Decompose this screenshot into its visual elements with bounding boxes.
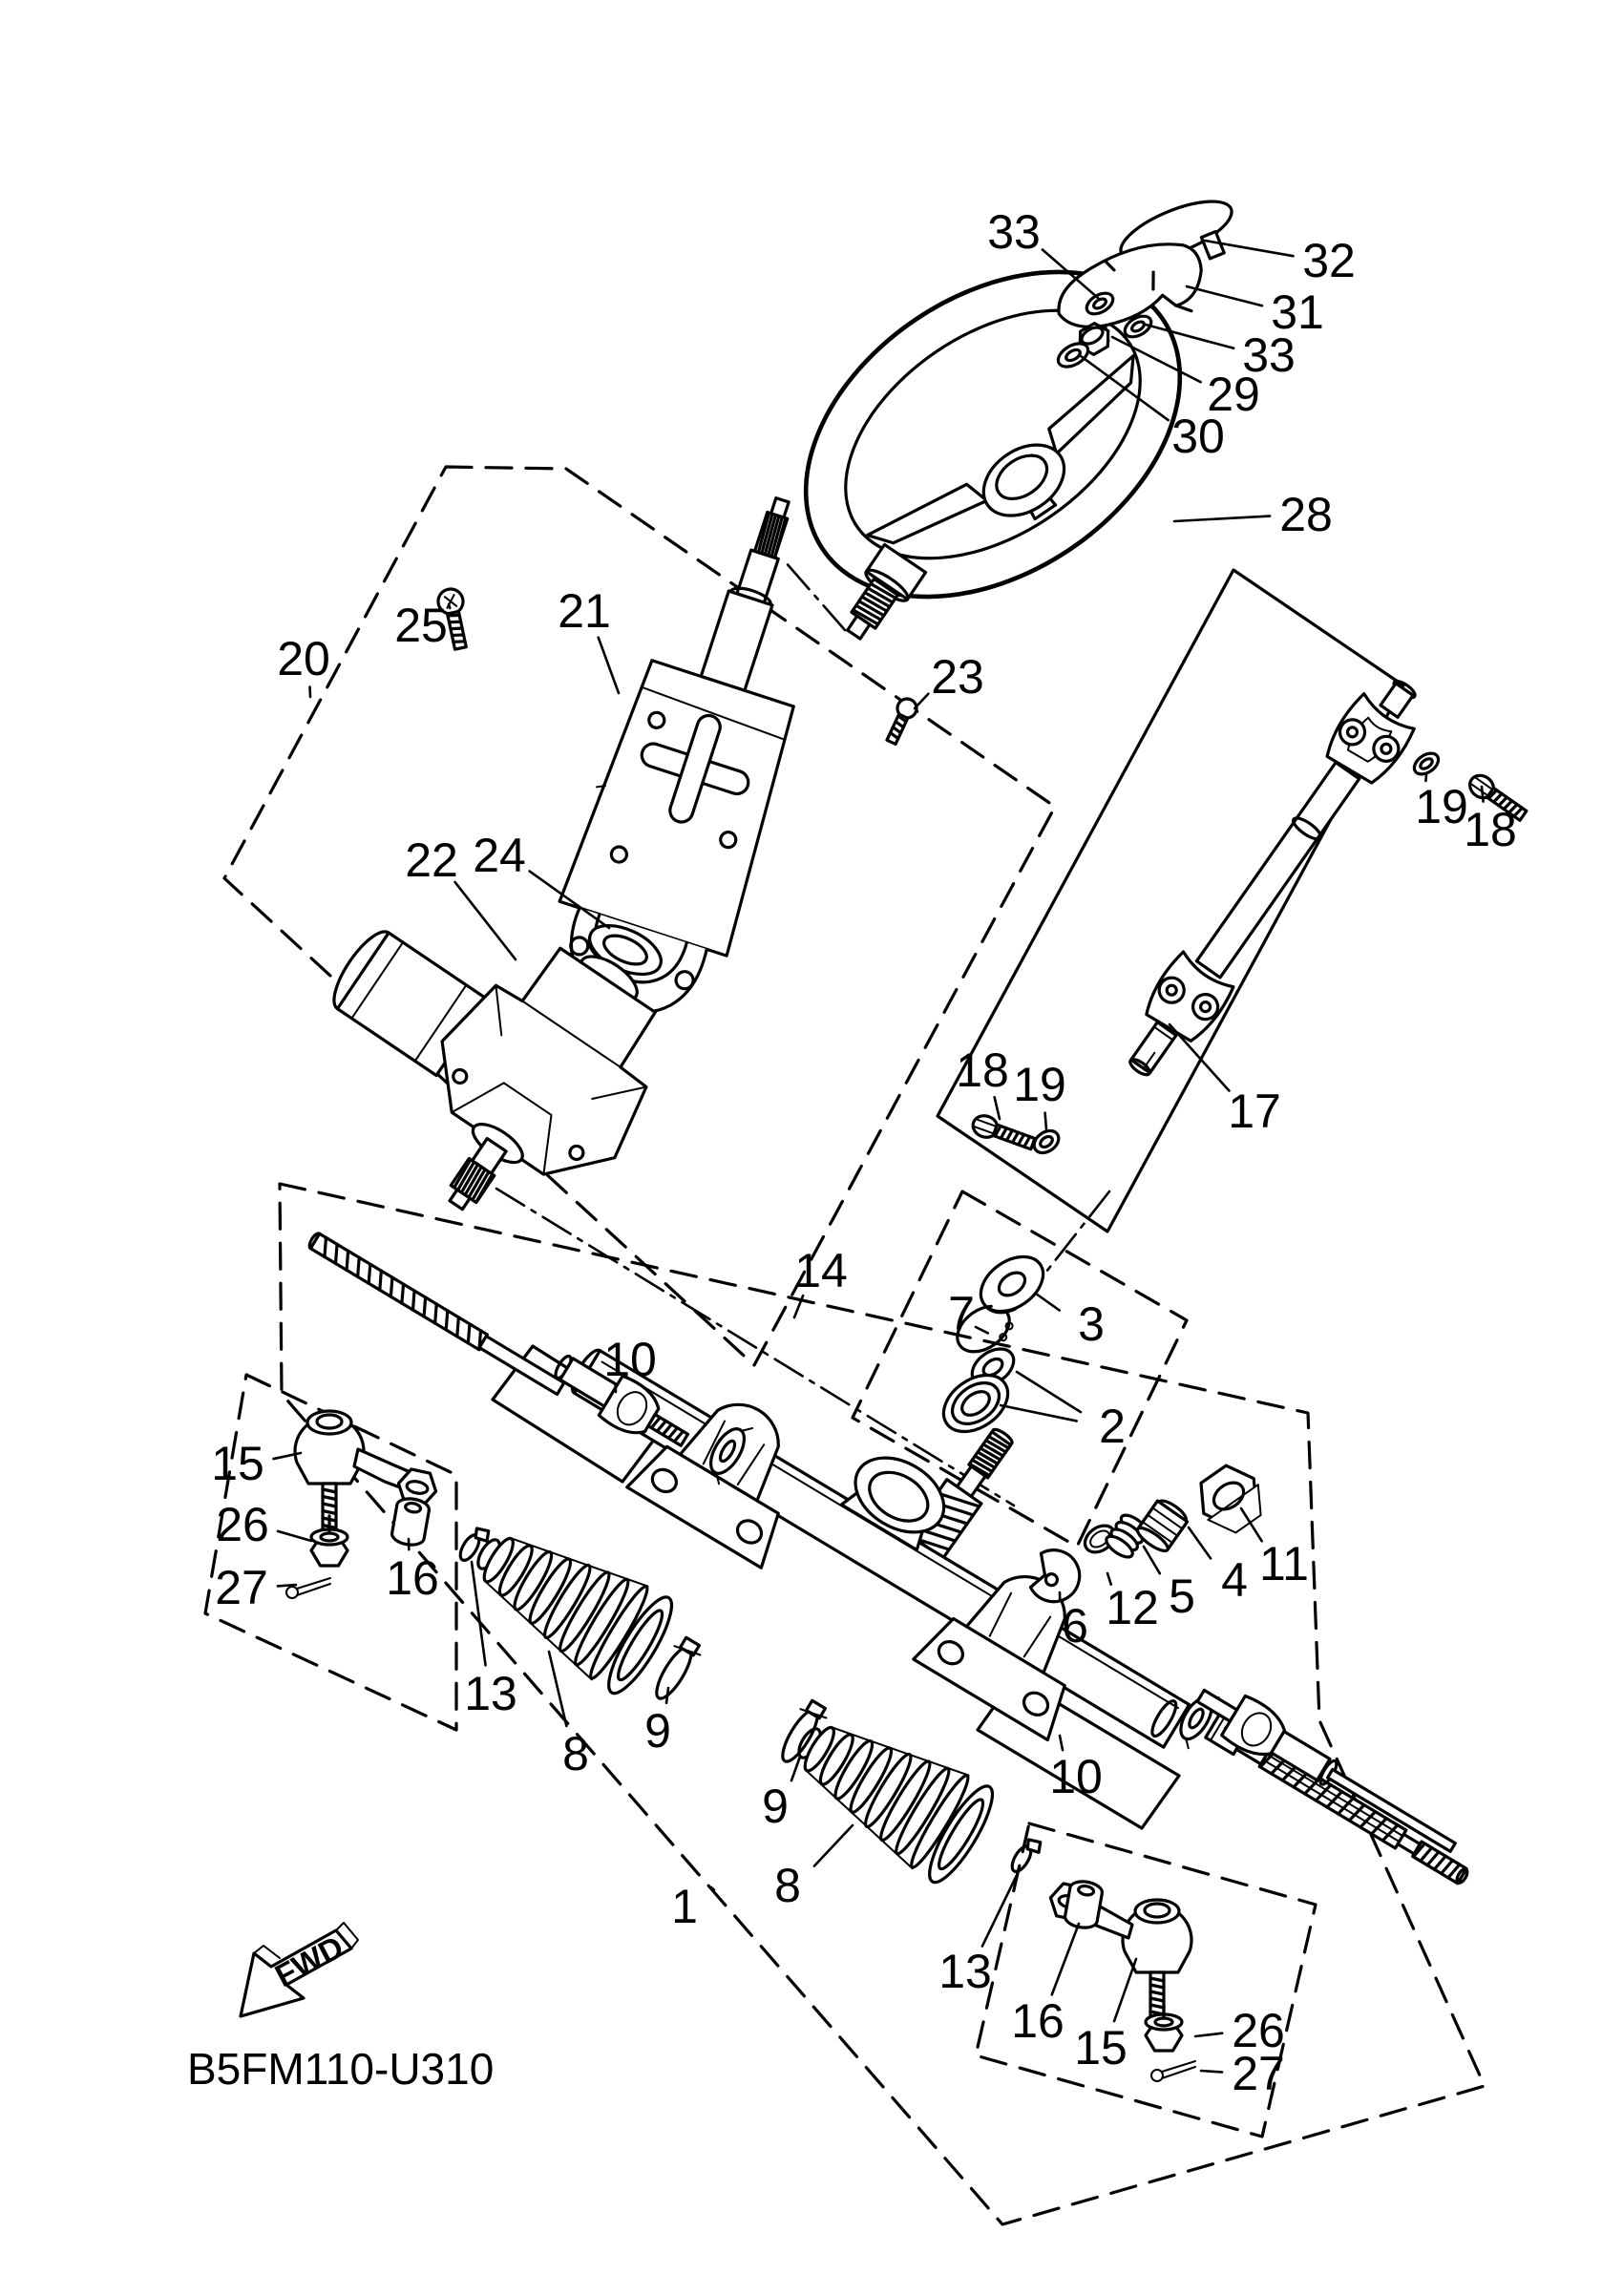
callout-label-4: 4: [1221, 1553, 1248, 1607]
callout-leader-23: [915, 694, 928, 708]
callout-label-30: 30: [1171, 410, 1225, 463]
callout-leader-13: [982, 1873, 1018, 1947]
callout-label-5: 5: [1169, 1569, 1195, 1623]
bolt-18-lower: [970, 1112, 1037, 1153]
callout-leader-2: [1001, 1405, 1077, 1421]
callout-label-1: 1: [671, 1880, 698, 1933]
callout-label-13: 13: [938, 1945, 992, 1998]
callout-leader-16: [1052, 1924, 1079, 1994]
callout-layer: [211, 205, 1517, 2100]
callout-label-26: 26: [1232, 2004, 1285, 2057]
callout-leader-28: [1174, 516, 1270, 521]
callout-label-23: 23: [931, 650, 984, 704]
callout-label-13: 13: [464, 1667, 517, 1720]
callout-label-19: 19: [1415, 780, 1468, 833]
callout-label-33: 33: [1242, 328, 1296, 382]
callout-leader-8: [549, 1652, 566, 1726]
lock-nut-11: [1189, 1457, 1274, 1542]
collar-right: [1064, 1879, 1104, 1929]
callout-label-15: 15: [211, 1437, 264, 1490]
washer-19-lower: [1030, 1127, 1063, 1157]
callout-label-16: 16: [1011, 1994, 1064, 2048]
castle-nut-left: [311, 1516, 348, 1566]
callout-leader-5: [1144, 1547, 1160, 1573]
callout-label-32: 32: [1302, 234, 1356, 287]
column-bracket: [534, 473, 866, 1035]
callout-label-2: 2: [1099, 1400, 1126, 1453]
cotter-pin-left: [286, 1578, 330, 1598]
callout-leader-25: [449, 604, 450, 608]
callout-leader-9: [666, 1688, 668, 1703]
callout-leader-21: [599, 638, 619, 693]
callout-leader-2: [1017, 1372, 1081, 1412]
callout-leader-31: [1187, 286, 1262, 305]
callout-label-29: 29: [1207, 368, 1260, 421]
callout-label-8: 8: [774, 1859, 801, 1912]
callout-label-25: 25: [394, 599, 448, 652]
rack-bar-left: [307, 1232, 565, 1396]
callout-leader-26: [1195, 2033, 1222, 2036]
callout-leader-19: [1045, 1113, 1046, 1129]
callout-label-19: 19: [1013, 1058, 1066, 1111]
callout-label-22: 22: [405, 833, 458, 887]
boot-right: [774, 1692, 1002, 1889]
callout-label-31: 31: [1271, 285, 1324, 339]
callout-label-9: 9: [644, 1704, 671, 1758]
fwd-label: FWD: [268, 1928, 349, 1994]
callout-label-28: 28: [1279, 488, 1333, 541]
callout-label-18: 18: [1464, 803, 1517, 856]
callout-leader-27: [1201, 2071, 1222, 2073]
callout-label-9: 9: [762, 1780, 789, 1833]
callout-label-16: 16: [386, 1551, 439, 1605]
collar-left: [390, 1496, 431, 1547]
callout-label-6: 6: [1062, 1599, 1088, 1653]
drawing-code: B5FM110-U310: [187, 2044, 495, 2094]
callout-leader-26: [278, 1531, 311, 1541]
callout-leader-18: [995, 1097, 1000, 1119]
callout-label-3: 3: [1078, 1297, 1105, 1351]
callout-label-27: 27: [215, 1561, 268, 1614]
callout-leader-27: [278, 1585, 296, 1586]
callout-label-18: 18: [956, 1043, 1009, 1097]
callout-leader-29: [1112, 337, 1201, 382]
callout-leader-15: [1114, 1959, 1136, 2021]
callout-label-20: 20: [277, 632, 330, 685]
washer-3: [971, 1246, 1054, 1323]
callout-label-8: 8: [562, 1727, 589, 1780]
callout-leader-18: [1482, 787, 1484, 802]
callout-leader-3: [1036, 1294, 1060, 1311]
intermediate-shaft: [1110, 666, 1435, 1090]
callout-label-10: 10: [603, 1333, 657, 1386]
callout-leader-4: [1189, 1527, 1211, 1558]
callout-leader-8: [814, 1825, 853, 1866]
callout-label-17: 17: [1228, 1085, 1281, 1138]
callout-label-7: 7: [948, 1287, 975, 1340]
callout-leader-22: [455, 882, 516, 959]
callout-label-10: 10: [1049, 1750, 1103, 1803]
callout-label-21: 21: [558, 584, 611, 638]
callout-label-33: 33: [987, 205, 1041, 259]
callout-label-15: 15: [1074, 2021, 1128, 2075]
inner-tie-rod-right: [1189, 1675, 1465, 1868]
callout-label-11: 11: [1259, 1537, 1309, 1590]
cotter-pin-right: [1151, 2061, 1195, 2081]
callout-leader-33: [1146, 325, 1233, 348]
callout-label-24: 24: [473, 829, 526, 882]
callout-label-14: 14: [794, 1244, 848, 1297]
callout-label-12: 12: [1106, 1581, 1159, 1634]
callout-label-26: 26: [216, 1498, 269, 1551]
fwd-arrow: [241, 1923, 358, 2016]
screw-23: [882, 696, 919, 747]
callout-label-27: 27: [1232, 2047, 1285, 2100]
callout-leader-10: [1060, 1736, 1063, 1750]
callout-leader-7: [976, 1327, 988, 1333]
